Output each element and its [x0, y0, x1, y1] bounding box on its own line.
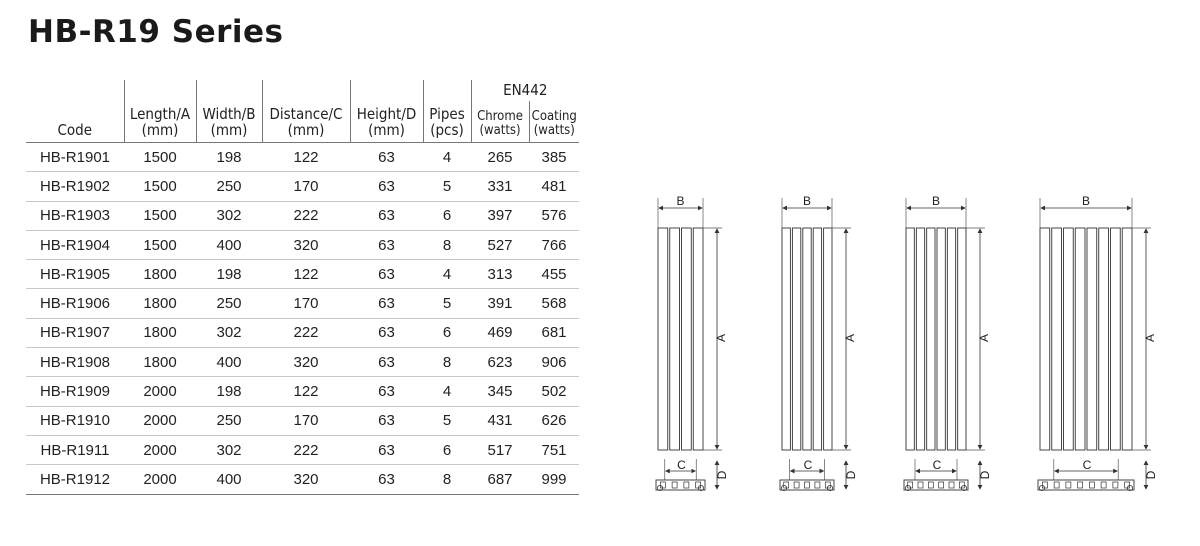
radiator-pipe	[1040, 228, 1050, 450]
cell-chrome: 313	[471, 260, 529, 289]
pipe-section	[794, 482, 799, 488]
pipe-section	[928, 482, 933, 488]
cell-chrome: 397	[471, 201, 529, 230]
radiator-pipe	[803, 228, 811, 450]
cell-chrome: 527	[471, 230, 529, 259]
pipe-section	[672, 482, 677, 488]
cell-width: 250	[196, 406, 262, 435]
cell-length: 1800	[124, 260, 196, 289]
radiator-pipe	[670, 228, 680, 450]
spec-table	[26, 80, 579, 495]
radiator-pipe	[792, 228, 800, 450]
table-row	[26, 406, 579, 435]
cell-height: 63	[350, 201, 423, 230]
table-row	[26, 289, 579, 318]
cell-width: 198	[196, 143, 262, 172]
cell-chrome: 517	[471, 435, 529, 464]
cell-length: 1800	[124, 348, 196, 377]
pipe-section	[1125, 482, 1130, 488]
header-length: Length/A (mm)	[124, 80, 196, 143]
radiator-diagram	[780, 194, 858, 491]
cell-width: 198	[196, 377, 262, 406]
table-row	[26, 377, 579, 406]
cell-code: HB-R1901	[26, 143, 124, 172]
cell-code: HB-R1907	[26, 318, 124, 347]
radiator-diagram	[904, 194, 992, 491]
cell-code: HB-R1908	[26, 348, 124, 377]
pipe-section	[939, 482, 944, 488]
cell-pipes: 8	[423, 348, 471, 377]
cell-distance: 170	[262, 289, 350, 318]
cell-distance: 320	[262, 348, 350, 377]
depth-label: D	[715, 470, 729, 480]
table-row	[26, 435, 579, 464]
length-label: A	[843, 333, 857, 343]
radiator-pipe	[916, 228, 924, 450]
pipe-section	[1078, 482, 1083, 488]
distance-label: C	[803, 458, 813, 472]
table-row	[26, 230, 579, 259]
radiator-diagram	[656, 194, 729, 491]
radiator-pipe	[824, 228, 832, 450]
cell-height: 63	[350, 172, 423, 201]
table-row	[26, 172, 579, 201]
radiator-pipe	[693, 228, 703, 450]
radiator-pipe	[1064, 228, 1074, 450]
cell-pipes: 6	[423, 318, 471, 347]
width-label: B	[676, 194, 685, 208]
cell-coating: 999	[529, 465, 579, 494]
pipe-section	[696, 482, 701, 488]
length-label: A	[1143, 333, 1157, 343]
radiator-pipe	[1087, 228, 1097, 450]
radiator-pipe	[906, 228, 914, 450]
distance-label: C	[932, 458, 942, 472]
cell-width: 400	[196, 465, 262, 494]
pipe-section	[660, 482, 665, 488]
cell-height: 63	[350, 465, 423, 494]
cell-coating: 626	[529, 406, 579, 435]
radiator-pipe	[782, 228, 790, 450]
cell-chrome: 687	[471, 465, 529, 494]
cell-pipes: 6	[423, 435, 471, 464]
header-pipes: Pipes (pcs)	[423, 80, 471, 143]
radiator-pipe	[813, 228, 821, 450]
cell-distance: 170	[262, 406, 350, 435]
cell-pipes: 4	[423, 260, 471, 289]
cell-length: 2000	[124, 435, 196, 464]
radiator-pipe	[958, 228, 966, 450]
cell-chrome: 265	[471, 143, 529, 172]
radiator-pipe	[682, 228, 692, 450]
cell-height: 63	[350, 260, 423, 289]
radiator-pipe	[1052, 228, 1062, 450]
cell-width: 198	[196, 260, 262, 289]
cell-code: HB-R1906	[26, 289, 124, 318]
depth-label: D	[844, 470, 858, 480]
depth-label: D	[1144, 470, 1158, 480]
pipe-section	[684, 482, 689, 488]
cell-length: 1800	[124, 289, 196, 318]
radiator-pipe	[658, 228, 668, 450]
cell-width: 250	[196, 289, 262, 318]
pipe-section	[1089, 482, 1094, 488]
cell-pipes: 6	[423, 201, 471, 230]
pipe-section	[805, 482, 810, 488]
cell-distance: 320	[262, 230, 350, 259]
cell-coating: 906	[529, 348, 579, 377]
cell-length: 1500	[124, 172, 196, 201]
cell-height: 63	[350, 289, 423, 318]
cell-width: 400	[196, 348, 262, 377]
cell-chrome: 345	[471, 377, 529, 406]
cell-distance: 122	[262, 377, 350, 406]
pipe-section	[1054, 482, 1059, 488]
bottom-bracket	[780, 480, 834, 490]
header-width: Width/B (mm)	[196, 80, 262, 143]
distance-label: C	[1082, 458, 1092, 472]
dimension-drawings	[640, 180, 1160, 500]
cell-coating: 681	[529, 318, 579, 347]
cell-pipes: 5	[423, 172, 471, 201]
table-row	[26, 318, 579, 347]
cell-code: HB-R1911	[26, 435, 124, 464]
pipe-section	[1042, 482, 1047, 488]
cell-length: 1500	[124, 230, 196, 259]
cell-chrome: 391	[471, 289, 529, 318]
cell-pipes: 8	[423, 465, 471, 494]
cell-length: 1500	[124, 201, 196, 230]
cell-coating: 568	[529, 289, 579, 318]
cell-coating: 455	[529, 260, 579, 289]
cell-height: 63	[350, 230, 423, 259]
cell-width: 302	[196, 201, 262, 230]
header-code: Code	[26, 80, 124, 143]
radiator-diagram	[1038, 194, 1158, 491]
bottom-bracket	[1038, 480, 1134, 490]
radiator-pipe	[1111, 228, 1121, 450]
radiator-pipe	[1099, 228, 1109, 450]
pipe-section	[949, 482, 954, 488]
cell-coating: 481	[529, 172, 579, 201]
cell-distance: 222	[262, 318, 350, 347]
pipe-section	[1066, 482, 1071, 488]
cell-length: 1500	[124, 143, 196, 172]
cell-coating: 766	[529, 230, 579, 259]
width-label: B	[931, 194, 941, 208]
cell-length: 2000	[124, 377, 196, 406]
cell-coating: 751	[529, 435, 579, 464]
cell-pipes: 5	[423, 406, 471, 435]
length-label: A	[714, 333, 728, 343]
bottom-bracket	[656, 480, 705, 490]
cell-height: 63	[350, 377, 423, 406]
pipe-section	[1113, 482, 1118, 488]
cell-code: HB-R1912	[26, 465, 124, 494]
bottom-bracket	[904, 480, 968, 490]
cell-height: 63	[350, 318, 423, 347]
table-row	[26, 465, 579, 494]
cell-height: 63	[350, 435, 423, 464]
radiator-pipe	[1122, 228, 1132, 450]
table-row	[26, 348, 579, 377]
cell-code: HB-R1905	[26, 260, 124, 289]
cell-code: HB-R1902	[26, 172, 124, 201]
radiator-pipe	[937, 228, 945, 450]
cell-distance: 170	[262, 172, 350, 201]
pipe-section	[1101, 482, 1106, 488]
radiator-pipe	[1075, 228, 1085, 450]
cell-coating: 385	[529, 143, 579, 172]
pipe-section	[815, 482, 820, 488]
header-en442: EN442	[471, 80, 579, 101]
cell-code: HB-R1909	[26, 377, 124, 406]
cell-length: 1800	[124, 318, 196, 347]
cell-distance: 222	[262, 201, 350, 230]
cell-distance: 222	[262, 435, 350, 464]
cell-pipes: 4	[423, 377, 471, 406]
cell-code: HB-R1903	[26, 201, 124, 230]
cell-coating: 502	[529, 377, 579, 406]
cell-height: 63	[350, 143, 423, 172]
cell-width: 302	[196, 318, 262, 347]
width-label: B	[802, 194, 812, 208]
cell-height: 63	[350, 348, 423, 377]
depth-label: D	[978, 470, 992, 480]
cell-distance: 320	[262, 465, 350, 494]
length-label: A	[977, 333, 991, 343]
cell-chrome: 431	[471, 406, 529, 435]
radiator-pipe	[927, 228, 935, 450]
cell-chrome: 623	[471, 348, 529, 377]
cell-code: HB-R1904	[26, 230, 124, 259]
cell-pipes: 4	[423, 143, 471, 172]
cell-width: 302	[196, 435, 262, 464]
table-row	[26, 201, 579, 230]
cell-distance: 122	[262, 143, 350, 172]
cell-width: 250	[196, 172, 262, 201]
cell-distance: 122	[262, 260, 350, 289]
cell-coating: 576	[529, 201, 579, 230]
distance-label: C	[677, 458, 686, 472]
cell-length: 2000	[124, 406, 196, 435]
header-height: Height/D (mm)	[350, 80, 423, 143]
cell-code: HB-R1910	[26, 406, 124, 435]
header-coating: Coating (watts)	[529, 101, 579, 143]
cell-length: 2000	[124, 465, 196, 494]
page-title: HB-R19 Series	[28, 14, 284, 50]
width-label: B	[1081, 194, 1091, 208]
cell-height: 63	[350, 406, 423, 435]
cell-pipes: 5	[423, 289, 471, 318]
header-chrome: Chrome (watts)	[471, 101, 529, 143]
radiator-pipe	[947, 228, 955, 450]
cell-chrome: 331	[471, 172, 529, 201]
pipe-section	[918, 482, 923, 488]
cell-chrome: 469	[471, 318, 529, 347]
cell-pipes: 8	[423, 230, 471, 259]
table-row	[26, 143, 579, 172]
header-distance: Distance/C (mm)	[262, 80, 350, 143]
table-row	[26, 260, 579, 289]
cell-width: 400	[196, 230, 262, 259]
